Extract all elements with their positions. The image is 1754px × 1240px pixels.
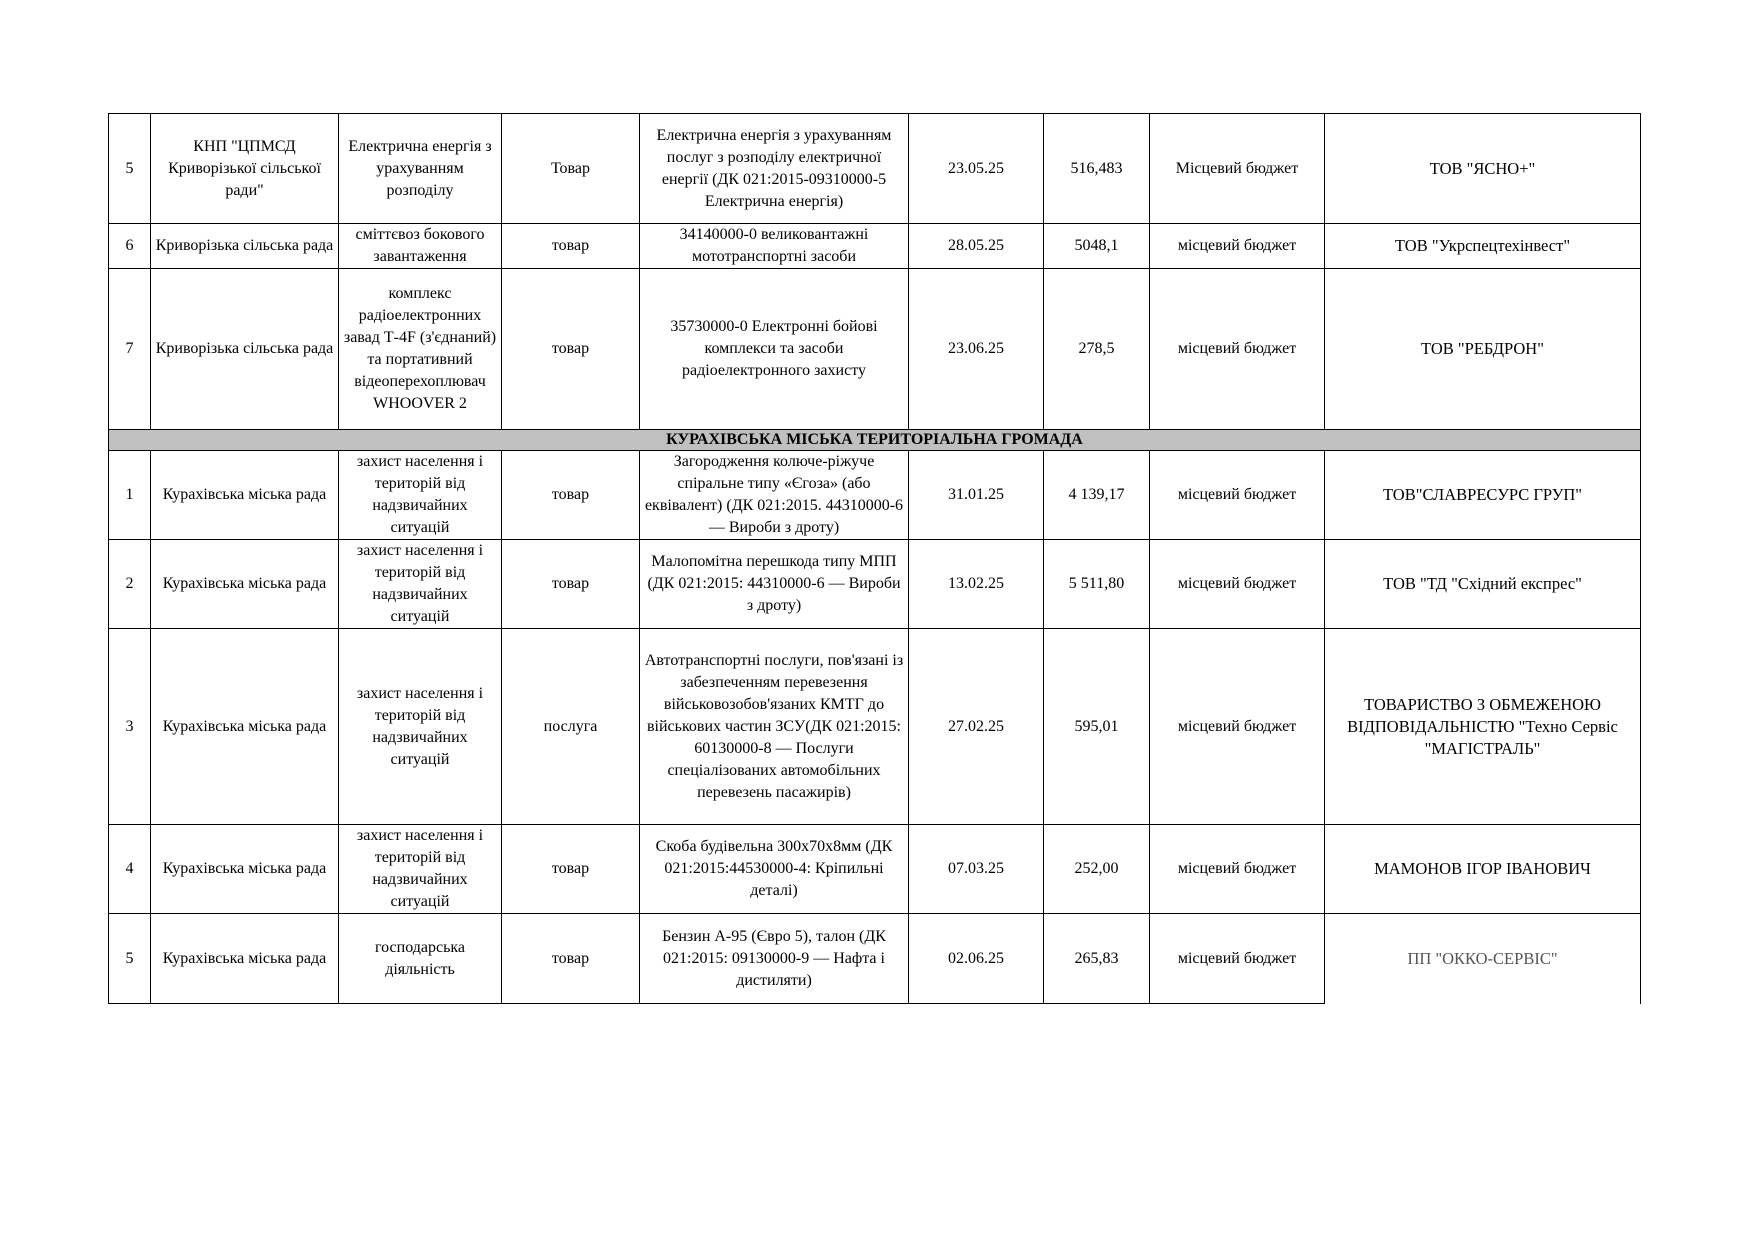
table-row [109,451,1641,540]
amount-cell: 265,83 [1044,914,1150,1004]
table-row [109,114,1641,224]
kind-cell: товар [502,914,640,1004]
code-cell: Автотранспортні послуги, пов'язані із забезпеченням перевезення військовозобов'язаних КМТГ до військових частин ЗСУ(ДК 021:2015: 60130000-8 — Послуги спеціалізованих автомобільних перевезень пасажирів) [640,629,909,825]
row-number: 1 [109,451,151,540]
customer-cell: Криворізька сільська рада [151,269,339,430]
code-cell: Малопомітна перешкода типу МПП (ДК 021:2015: 44310000-6 — Вироби з дроту) [640,540,909,629]
kind-cell: Товар [502,114,640,224]
amount-cell: 252,00 [1044,825,1150,914]
subject-cell: захист населення і територій від надзвичайних ситуацій [339,540,502,629]
row-number: 5 [109,114,151,224]
kind-cell: товар [502,825,640,914]
funding-cell: місцевий бюджет [1150,629,1325,825]
code-cell: Бензин А-95 (Євро 5), талон (ДК 021:2015: 09130000-9 — Нафта і дистиляти) [640,914,909,1004]
row-number: 4 [109,825,151,914]
table-row [109,629,1641,825]
amount-cell: 278,5 [1044,269,1150,430]
subject-cell: захист населення і територій від надзвичайних ситуацій [339,825,502,914]
funding-cell: місцевий бюджет [1150,540,1325,629]
date-cell: 23.05.25 [909,114,1044,224]
table-row [109,269,1641,430]
amount-cell: 5048,1 [1044,224,1150,269]
code-cell: Загородження колюче-ріжуче спіральне типу «Єгоза» (або еквівалент) (ДК 021:2015. 44310000-6 — Вироби з дроту) [640,451,909,540]
kind-cell: товар [502,224,640,269]
code-cell: Скоба будівельна 300х70х8мм (ДК 021:2015:44530000-4: Кріпильні деталі) [640,825,909,914]
subject-cell: захист населення і територій від надзвичайних ситуацій [339,451,502,540]
date-cell: 07.03.25 [909,825,1044,914]
row-number: 6 [109,224,151,269]
date-cell: 28.05.25 [909,224,1044,269]
table-row [109,825,1641,914]
supplier-cell: ТОВ "ТД "Східний експрес" [1325,540,1641,629]
amount-cell: 595,01 [1044,629,1150,825]
row-number: 5 [109,914,151,1004]
funding-cell: місцевий бюджет [1150,451,1325,540]
date-cell: 13.02.25 [909,540,1044,629]
subject-cell: Електрична енергія з урахуванням розподілу [339,114,502,224]
customer-cell: Курахівська міська рада [151,540,339,629]
table-row [109,540,1641,629]
row-number: 2 [109,540,151,629]
amount-cell: 5 511,80 [1044,540,1150,629]
supplier-cell: ТОВ "РЕБДРОН" [1325,269,1641,430]
procurement-table [108,113,1641,1004]
customer-cell: Курахівська міська рада [151,825,339,914]
code-cell: Електрична енергія з урахуванням послуг з розподілу електричної енергії (ДК 021:2015-09310000-5 Електрична енергія) [640,114,909,224]
supplier-cell: ПП "ОККО-СЕРВІС" [1325,914,1641,1004]
subject-cell: захист населення і територій від надзвичайних ситуацій [339,629,502,825]
date-cell: 31.01.25 [909,451,1044,540]
code-cell: 34140000-0 великовантажні мототранспортні засоби [640,224,909,269]
date-cell: 27.02.25 [909,629,1044,825]
subject-cell: комплекс радіоелектронних завад Т-4F (з'єднаний) та портативний відеоперехоплювач WHOOVER 2 [339,269,502,430]
supplier-cell: ТОВ"СЛАВРЕСУРС ГРУП" [1325,451,1641,540]
row-number: 3 [109,629,151,825]
kind-cell: товар [502,540,640,629]
funding-cell: місцевий бюджет [1150,269,1325,430]
table-row [109,914,1641,1004]
section-title: КУРАХІВСЬКА МІСЬКА ТЕРИТОРІАЛЬНА ГРОМАДА [109,430,1641,451]
funding-cell: місцевий бюджет [1150,224,1325,269]
customer-cell: Курахівська міська рада [151,914,339,1004]
customer-cell: Курахівська міська рада [151,451,339,540]
customer-cell: Криворізька сільська рада [151,224,339,269]
supplier-cell: МАМОНОВ ІГОР ІВАНОВИЧ [1325,825,1641,914]
supplier-cell: ТОВАРИСТВО З ОБМЕЖЕНОЮ ВІДПОВІДАЛЬНІСТЮ "Техно Сервіс "МАГІСТРАЛЬ" [1325,629,1641,825]
table-row [109,224,1641,269]
funding-cell: Місцевий бюджет [1150,114,1325,224]
kind-cell: товар [502,451,640,540]
date-cell: 23.06.25 [909,269,1044,430]
supplier-cell: ТОВ "ЯСНО+" [1325,114,1641,224]
amount-cell: 516,483 [1044,114,1150,224]
date-cell: 02.06.25 [909,914,1044,1004]
funding-cell: місцевий бюджет [1150,825,1325,914]
row-number: 7 [109,269,151,430]
supplier-cell: ТОВ "Укрспецтехінвест" [1325,224,1641,269]
customer-cell: Курахівська міська рада [151,629,339,825]
customer-cell: КНП "ЦПМСД Криворізької сільської ради" [151,114,339,224]
funding-cell: місцевий бюджет [1150,914,1325,1004]
subject-cell: сміттєвоз бокового завантаження [339,224,502,269]
amount-cell: 4 139,17 [1044,451,1150,540]
subject-cell: господарська діяльність [339,914,502,1004]
kind-cell: послуга [502,629,640,825]
code-cell: 35730000-0 Електронні бойові комплекси та засоби радіоелектронного захисту [640,269,909,430]
section-header-row [109,430,1641,451]
kind-cell: товар [502,269,640,430]
